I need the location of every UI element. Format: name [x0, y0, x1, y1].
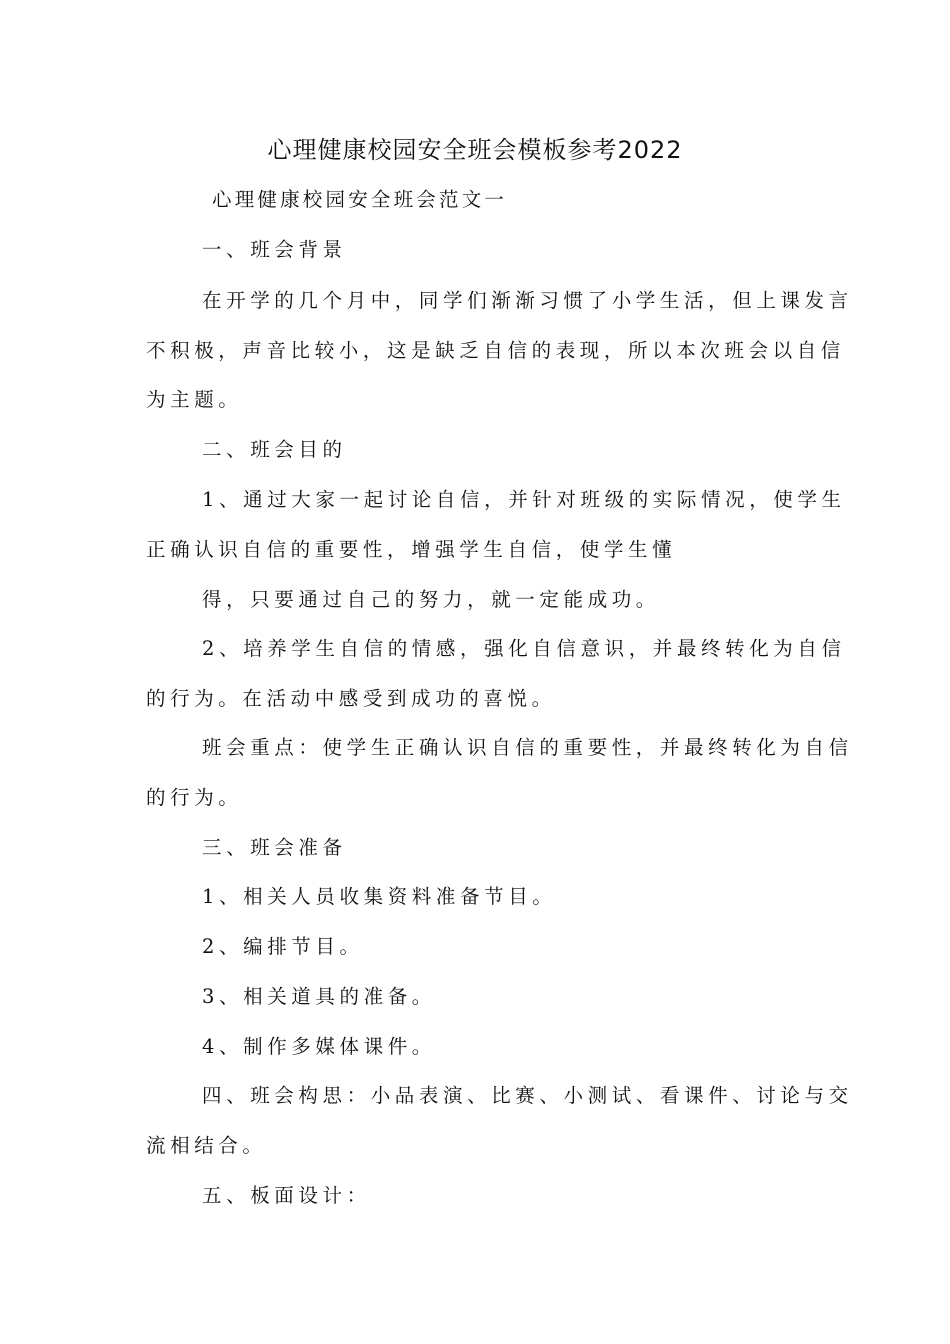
paragraph-line: 正确认识自信的重要性，增强学生自信，使学生懂 — [146, 538, 677, 561]
list-item: 3、相关道具的准备。 — [202, 985, 436, 1008]
section-heading: 二、班会目的 — [202, 438, 347, 461]
paragraph-line: 的行为。在活动中感受到成功的喜悦。 — [146, 687, 556, 710]
list-item: 4、制作多媒体课件。 — [202, 1035, 436, 1058]
document-title: 心理健康校园安全班会模板参考2022 — [267, 136, 683, 164]
document-subtitle: 心理健康校园安全班会范文一 — [212, 188, 508, 211]
list-item: 1、相关人员收集资料准备节目。 — [202, 885, 557, 908]
paragraph-line: 1、通过大家一起讨论自信，并针对班级的实际情况，使学生 — [202, 488, 846, 511]
paragraph-line: 在开学的几个月中，同学们渐渐习惯了小学生活，但上课发言 — [202, 289, 853, 312]
section-heading: 五、板面设计： — [202, 1184, 371, 1207]
paragraph-line: 2、培养学生自信的情感，强化自信意识，并最终转化为自信 — [202, 637, 846, 660]
list-item: 2、编排节目。 — [202, 935, 364, 958]
paragraph-line: 流相结合。 — [146, 1134, 267, 1157]
paragraph-line: 不积极，声音比较小，这是缺乏自信的表现，所以本次班会以自信 — [146, 339, 845, 362]
section-heading: 三、班会准备 — [202, 836, 347, 859]
paragraph-line: 为主题。 — [146, 388, 243, 411]
paragraph-line: 得，只要通过自己的努力，就一定能成功。 — [202, 588, 660, 611]
paragraph-line: 班会重点：使学生正确认识自信的重要性，并最终转化为自信 — [202, 736, 853, 759]
paragraph-line: 的行为。 — [146, 786, 243, 809]
section-heading: 四、班会构思：小品表演、比赛、小测试、看课件、讨论与交 — [202, 1084, 853, 1107]
section-heading: 一、班会背景 — [202, 238, 347, 261]
